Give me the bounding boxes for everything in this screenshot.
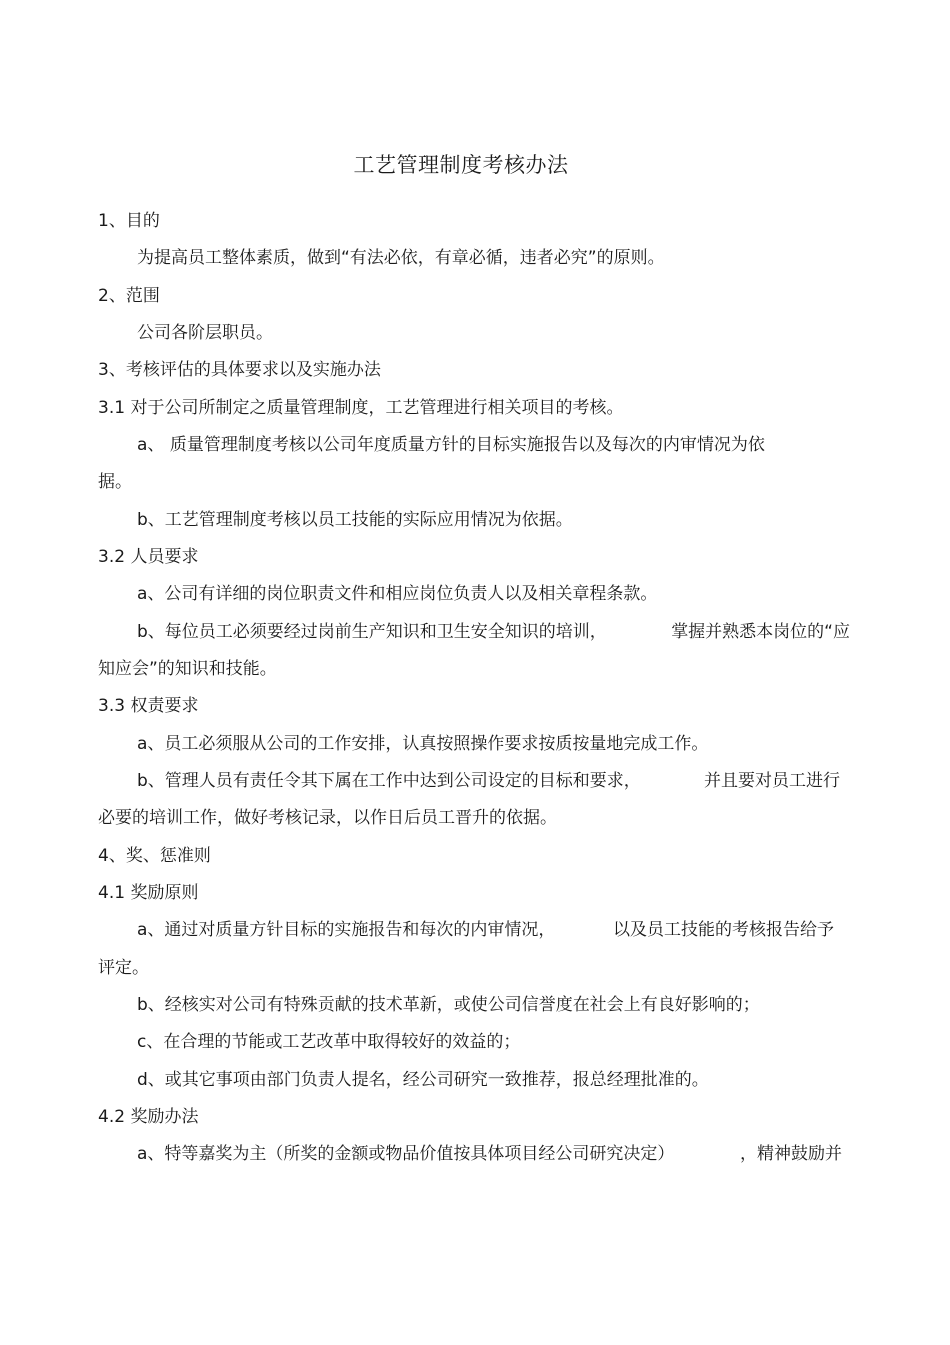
section-4-2-a-line1-part1: a、特等嘉奖为主（所奖的金额或物品价值按具体项目经公司研究决定） xyxy=(137,1144,675,1164)
section-4-1-a-line2: 评定。 xyxy=(98,958,149,978)
section-3-3-a: a、员工必须服从公司的工作安排，认真按照操作要求按质按量地完成工作。 xyxy=(137,734,709,754)
section-4-2-heading: 4.2 奖励办法 xyxy=(98,1107,199,1127)
section-4-1-c: c、在合理的节能或工艺改革中取得较好的效益的； xyxy=(137,1032,521,1052)
section-3-1-b: b、工艺管理制度考核以员工技能的实际应用情况为依据。 xyxy=(137,510,573,530)
section-1-text: 为提高员工整体素质，做到“有法必依，有章必循，违者必究”的原则。 xyxy=(137,248,665,268)
section-3-3-b-line1 xyxy=(137,770,840,792)
section-3-2-b-line2: 知应会”的知识和技能。 xyxy=(98,659,277,679)
section-2-heading: 2、范围 xyxy=(98,286,160,306)
section-4-1-heading: 4.1 奖励原则 xyxy=(98,883,199,903)
section-3-2-b-line1-part1: b、每位员工必须要经过岗前生产知识和卫生安全知识的培训， xyxy=(137,622,607,642)
section-4-1-a-line1-part2: 以及员工技能的考核报告给予 xyxy=(613,920,834,940)
section-4-2-a-line1 xyxy=(137,1143,842,1165)
section-3-2-heading: 3.2 人员要求 xyxy=(98,547,199,567)
section-3-1-a-line2: 据。 xyxy=(98,472,132,492)
section-4-1-a-line1-part1: a、通过对质量方针目标的实施报告和每次的内审情况， xyxy=(137,920,556,940)
document-title: 工艺管理制度考核办法 xyxy=(353,153,569,177)
section-4-1-a-line1 xyxy=(137,919,834,941)
section-3-1-heading: 3.1 对于公司所制定之质量管理制度，工艺管理进行相关项目的考核。 xyxy=(98,398,624,418)
section-4-heading: 4、奖、惩准则 xyxy=(98,846,211,866)
section-3-3-b-line1-part1: b、管理人员有责任令其下属在工作中达到公司设定的目标和要求， xyxy=(137,771,641,791)
section-3-2-a: a、公司有详细的岗位职责文件和相应岗位负责人以及相关章程条款。 xyxy=(137,584,658,604)
section-4-1-b: b、经核实对公司有特殊贡献的技术革新，或使公司信誉度在社会上有良好影响的； xyxy=(137,995,760,1015)
section-2-text: 公司各阶层职员。 xyxy=(137,323,273,343)
section-3-2-b-line1 xyxy=(137,621,850,643)
section-3-1-a-line1: a、 质量管理制度考核以公司年度质量方针的目标实施报告以及每次的内审情况为依 xyxy=(137,435,765,455)
section-1-heading: 1、目的 xyxy=(98,211,160,231)
section-4-1-d: d、或其它事项由部门负责人提名，经公司研究一致推荐，报总经理批准的。 xyxy=(137,1070,709,1090)
section-3-heading: 3、考核评估的具体要求以及实施办法 xyxy=(98,360,381,380)
section-4-2-a-line1-part2: ，精神鼓励并 xyxy=(740,1144,842,1164)
section-3-3-b-line2: 必要的培训工作，做好考核记录，以作日后员工晋升的依据。 xyxy=(98,808,557,828)
section-3-2-b-line1-part2: 掌握并熟悉本岗位的“应 xyxy=(671,622,850,642)
section-3-3-heading: 3.3 权责要求 xyxy=(98,696,199,716)
section-3-3-b-line1-part2: 并且要对员工进行 xyxy=(704,771,840,791)
